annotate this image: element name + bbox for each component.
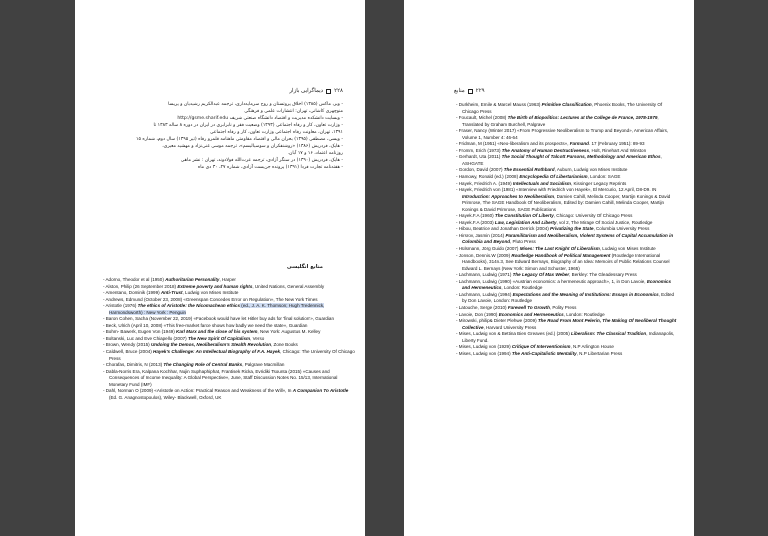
- reference-entry: [456, 351, 678, 358]
- reference-title: Anti-Trust: [160, 290, 183, 296]
- reference-details: , London: SAGE: [587, 174, 621, 180]
- reference-text: - Hayek, Friedrich A. (1949): [456, 180, 513, 186]
- reference-details: , United Nations, General Assembly: [252, 283, 325, 289]
- reference-details: , N.P Libertarian Press: [576, 350, 623, 356]
- reference-entry: [456, 279, 678, 292]
- reference-text: - Mirowski, philip& Dieter Plehwe (2009): [456, 318, 538, 324]
- reference-details: , Chicago: University Of Chicago Press: [553, 213, 633, 219]
- persian-reference-line: ۱۳۹۱، تهران، معاونت رفاه اجتماعی وزارت تعاون، کار و رفاه اجتماعی: [209, 130, 343, 136]
- reference-text: - Adorno, Theodor et al (1950): [103, 277, 166, 282]
- reference-text: - Mises, Ludwig von (1994): [456, 350, 512, 356]
- reference-text: - Dabla-Norris Era, Kalpana Kochhar, Nujin Suphaphiphat, Frantisek Ricka, Evridiki Tsounta (2015) «Causes and Consequences of Income Inequality: A Global Perspective», June, Staff Discussion Notes No. 15/13, International Monetary Fund (IMF): [103, 368, 338, 387]
- reference-entry: [456, 318, 678, 331]
- square-ornament-icon: [468, 89, 473, 94]
- right-page: [404, 0, 694, 536]
- reference-text: - Hamowy, Ronald (ed.) (2008): [456, 174, 520, 180]
- reference-text: - Gerhardt, Uta (2011): [456, 154, 502, 160]
- reference-text: - Hayek.F.A (2003): [456, 219, 495, 225]
- reference-text: - Fraser, Nancy (Winter 2017) «From Progressive Neoliberalism to Trump and Beyond», American Affairs, Volume 1, Number 4: 46-64: [456, 128, 669, 140]
- reference-details: (Routledge International Handbooks), 314n.3, See Edward Bernays, Biography of an Idea: Memoirs of Public Relations Counsel Edward L. Bernays (New York: Simon and Schuster, 1965): [462, 252, 670, 271]
- reference-entry: [103, 369, 355, 389]
- reference-title: Farmand: [569, 141, 589, 147]
- reference-title: Economics and Hermeneutics: [462, 278, 672, 291]
- reference-text: - Brown, Wendy (2015): [103, 342, 151, 348]
- reference-title: The Essential Rothbard: [503, 167, 555, 173]
- reference-text: - Durkheim, Emile & Marcel Mauss (1963): [456, 102, 542, 107]
- reference-entry: [456, 233, 678, 246]
- reference-entry: [103, 388, 355, 401]
- reference-text: - Hirsrov, Jasmin (2014): [456, 232, 506, 238]
- persian-reference-line: - هایک، فردریش (۱۳۸۶) «روشنفکران و سوسیالیسم»، ترجمه موسی غنی‌نژاد و مهشید معیری،: [162, 144, 343, 150]
- reference-text: - Andrews, Edmund (October 23, 2008) «Greenspan Concedes Error on Regulation», The New York Times: [103, 296, 318, 302]
- reference-text: - Fromm, Erich (1973): [456, 147, 502, 153]
- reference-entry: [456, 128, 678, 141]
- reference-text: - Alston, Philip (26 September 2018): [103, 283, 178, 289]
- reference-entry: [456, 253, 678, 273]
- reference-text: - Fridman, M (1951) «Neo-liberalism and its prospects»,: [456, 141, 570, 147]
- right-page-header: [454, 88, 485, 94]
- reference-title: Undoing the Demos, Neoliberalism's Stealth Revolution: [150, 342, 272, 348]
- reference-details: , Ludwig von Mises Institute: [182, 290, 239, 296]
- reference-details: , Polity Press: [549, 304, 577, 310]
- english-references-left: [103, 277, 355, 401]
- reference-title: Intellectuals and Socialism: [512, 180, 571, 186]
- reference-text: - Bohm- Bawerk, Eugen Von (1949): [103, 329, 177, 335]
- reference-entry: [103, 349, 355, 362]
- left-page: [75, 0, 365, 536]
- reference-entry: [456, 187, 678, 213]
- reference-text: - Chorafas, Dimitris, N (2013): [103, 362, 164, 368]
- reference-text: - Lachmann, Ludwig (1990) «Austrian economics: a hermeneutic approach», 1, in Don Lavoie,: [456, 278, 647, 284]
- reference-details: , New York: Augustus M. Kelley: [257, 329, 321, 335]
- reference-title: Liberalism: The Classical Tradition: [571, 331, 647, 337]
- running-title: منابع: [454, 88, 465, 94]
- reference-details: , Pluto Press: [510, 239, 536, 245]
- reference-title: Authoritarian Personality: [165, 277, 220, 282]
- reference-details: , Berkley: The Gleadessary Press: [569, 272, 637, 278]
- reference-details: . 17 (February 1951): 89-93: [588, 141, 645, 147]
- persian-reference-line: - وزارت تعاون، کار و رفاه اجتماعی (۱۳۹۳) وضعیت فقر و نابرابری در ایران در دوره ۸ ساله ۱۳۸۳ تا: [153, 123, 343, 129]
- reference-title: Economics and Hermeneutics: [498, 311, 564, 317]
- reference-text: - Gordon, David (2007): [456, 167, 504, 173]
- reference-title: Hayek's Challenge: An Intellectual Biography of F.A. Hayek: [153, 349, 281, 355]
- reference-text: - Baron Cohen, Sacha (November 22, 2019) «Facebook would have let Hitler buy ads for 'final solution'», Guardian: [103, 316, 334, 322]
- reference-details: , Harper: [219, 277, 236, 282]
- reference-details: (ed., J. A. K. Thomson; Hugh Tredennick, Harmondsworth) : New York : Penguin: [109, 303, 325, 315]
- reference-title: Privatizing the State: [550, 226, 594, 232]
- reference-text: - Latouche, Serge (2010): [456, 304, 508, 310]
- reference-details: , Translated by Graham Burchell, Palgrave: [462, 115, 659, 127]
- reference-details: , Chicago: The University Of Chicago Press: [109, 349, 355, 361]
- reference-details: , Harvard University Press: [483, 324, 537, 330]
- persian-reference-line: - وبر، ماکس (۱۳۸۵) اخلاق پروتستان و روح سرمایه‌داری، ترجمه عبدالکریم رشیدیان و پریسا: [168, 102, 343, 107]
- reference-title: The Road From Mont Pelerin, The Making Of Neoliberal Thought Collective: [462, 318, 677, 330]
- reference-text: - Lavoie, Don (1990): [456, 311, 499, 317]
- reference-details: , Edited by Don Lavoie, London: Routledge: [462, 291, 675, 304]
- persian-reference-line: - ویسی، مصطفی (۱۳۹۵) بحران مالی و اقتصاد مقاومتی ماهنامه قلمرو رفاه (تیر ۱۳۹۵) سال دوم، شماره ۱۵: [136, 137, 343, 143]
- reference-text: - Dahl, Norman O (2009) «Aristotle on Action: Practical Reason and Weakness of the Will», In: [103, 388, 293, 394]
- reference-text: - Jonson, Dennis.W (2009): [456, 252, 512, 258]
- reference-details: , Ludwig von Mises Institute: [599, 246, 656, 252]
- reference-title: Introduction: Approaches to Neoliberalism: [462, 193, 555, 199]
- reference-entry: [456, 102, 678, 115]
- reference-title: The Anatomy of Human Destructiveness: [501, 147, 589, 153]
- reference-text: - Mises, Ludwig von & Bettina Bien Greaves (ed.) (2005): [456, 331, 571, 337]
- reference-title: The Constitution Of Liberty: [494, 213, 554, 219]
- reference-title: Critique Of Interventionism: [511, 344, 571, 350]
- reference-title: Encyclopedia Of Libertarianism: [519, 174, 588, 180]
- reference-details: , Indianapolis, Liberty Fund.: [462, 331, 675, 343]
- left-page-header: [289, 88, 343, 94]
- reference-text: - Lachmann, Ludwig (1994): [456, 291, 513, 297]
- page-number: ۲۲۹: [475, 88, 485, 94]
- english-references-right: [456, 102, 678, 357]
- reference-text: - Boltanski, Luc and Eve Chiapello (2007): [103, 335, 188, 341]
- reference-text: - Hayek, Friedrich von (1981) «Interview with Friedrich von Hayek», El Mercurio, 12 April, D8-D9. IN: [456, 187, 657, 193]
- reference-text: - Lachmann, Ludwig (1971): [456, 272, 513, 278]
- reference-text: - Hibou, Beatrice and Jonathan Derrick (2004): [456, 226, 551, 232]
- persian-references: [97, 101, 343, 171]
- reference-details: , Verso: [250, 335, 265, 341]
- persian-reference-line: - وبسایت دانشکده مدیریت و اقتصاد دانشگاه صنعتی شریف http://gsme.sharif.edu: [177, 116, 343, 122]
- persian-reference-line: منوچهری کاشانی، تهران: انتشارات علمی و فرهنگی: [244, 109, 343, 115]
- reference-details: , vol 2, The Mirage Of Social Justice, Routledge: [556, 219, 653, 225]
- section-title: منابع انگلیسی: [286, 264, 323, 270]
- reference-entry: [103, 303, 355, 316]
- persian-reference-line: - هایک، فردریش (۱۳۹۰) در سنگر آزادی، ترجمه عزت‌الله فولادوند، تهران : نشر ماهی: [180, 158, 343, 164]
- reference-details: , ASHGATE: [462, 154, 662, 166]
- reference-details: , Kissinger Legacy Reprints: [570, 180, 627, 186]
- reference-title: Karl Marx and the close of his system: [176, 329, 258, 335]
- reference-text: - Hülsmann, Jörg Guido (2007): [456, 246, 520, 252]
- reference-title: The New Spirit Of Capitalism: [187, 335, 251, 341]
- persian-reference-line: - هفته‌نامه تجارت فردا (۱۳۹۱) پرونده جن‌بست آزادی، شماره ۲۷، ۳۰ دی ماه: [197, 165, 343, 171]
- reference-details: , Damien Cahill, Melinda Cooper, Martijn Konings & David Primrose, The SAGE Handbook Of Neoliberalism, Edited by: Damien Cahill, Melinda Cooper, Martijn Konings & David Primrose, SAGE Publications: [462, 193, 671, 212]
- reference-details: , Palgrave Macmillan: [242, 362, 285, 368]
- reference-title: Mises: The Last Knight Of Liberalism: [519, 246, 600, 252]
- reference-title: Expectations and the Meaning of Institutions: Essays in Economics: [512, 291, 659, 297]
- reference-entry: [456, 154, 678, 167]
- reference-title: The Anti-Capitalistic Mentality: [511, 350, 577, 356]
- reference-details: , London: Routledge: [563, 311, 605, 317]
- persian-reference-line: روزنامه اعتماد، ۱۶ و ۱۷ آبان.: [287, 151, 343, 157]
- reference-entry: [456, 292, 678, 305]
- reference-title: The ethics of Aristotle: the Nicomachean ethics: [137, 303, 241, 309]
- reference-details: , Auburn, Ludwig von Mises Institute: [554, 167, 628, 173]
- page-number: ۲۲۸: [334, 88, 343, 94]
- reference-title: Law, Legislation And Liberty: [494, 219, 557, 225]
- reference-text: - Beck, Ulrich (April 10, 2008) «This free-market farce shows how badly we need the state», Guardian: [103, 322, 308, 328]
- square-ornament-icon: [326, 89, 331, 94]
- reference-entry: [456, 331, 678, 344]
- reference-title: Paramilitarism and Neoliberalism, Violent Systems of Capital Accumulation in Colombia and Beyond: [462, 232, 674, 245]
- reference-title: The Birth of Biopolitics: Lectures at the College de France, 1978-1979: [507, 115, 658, 121]
- reference-text: - Hayek.F.A (1960): [456, 213, 495, 219]
- reference-entry: [456, 115, 678, 128]
- reference-details: (Ed. G. Anagnostopoulos), Wiley- Blackwell, Oxford, UK: [109, 394, 222, 400]
- reference-text: - Aristotle (1976): [103, 303, 138, 309]
- reference-details: , Zone Books: [271, 342, 298, 348]
- reference-details: , Phoenix Books, The University Of Chicago Press: [462, 102, 663, 114]
- reference-details: , Holt, Rinehart And Winston: [589, 147, 647, 153]
- running-title: دیماگرایی بازار: [289, 88, 324, 94]
- reference-details: , London: Routledge: [501, 285, 543, 291]
- reference-text: - Amentano, Dominik (1999): [103, 290, 161, 296]
- reference-title: The Legacy Of Max Weber: [512, 272, 570, 278]
- reference-title: Farewell To Growth: [507, 304, 550, 310]
- reference-text: - Foucault, Michel (2008): [456, 115, 508, 121]
- reference-text: - Mises, Ludwig von (1929): [456, 344, 512, 350]
- reference-details: , N.P Arlington House: [570, 344, 614, 350]
- reference-title: The Changing Role of Central Banks: [163, 362, 243, 368]
- reference-title: Extreme poverty and human rights: [177, 283, 253, 289]
- reference-title: Primitive Classification: [541, 102, 592, 107]
- reference-title: Routledge Handbook of Political Management: [511, 252, 611, 258]
- reference-title: The Social Thought of Talcott Parsons, Methodology and American Ethos: [501, 154, 661, 160]
- reference-details: , Columbia University Press: [593, 226, 650, 232]
- reference-title: A Companion To Aristotle: [292, 388, 349, 394]
- reference-text: - Caldwell, Bruce (2004): [103, 349, 154, 355]
